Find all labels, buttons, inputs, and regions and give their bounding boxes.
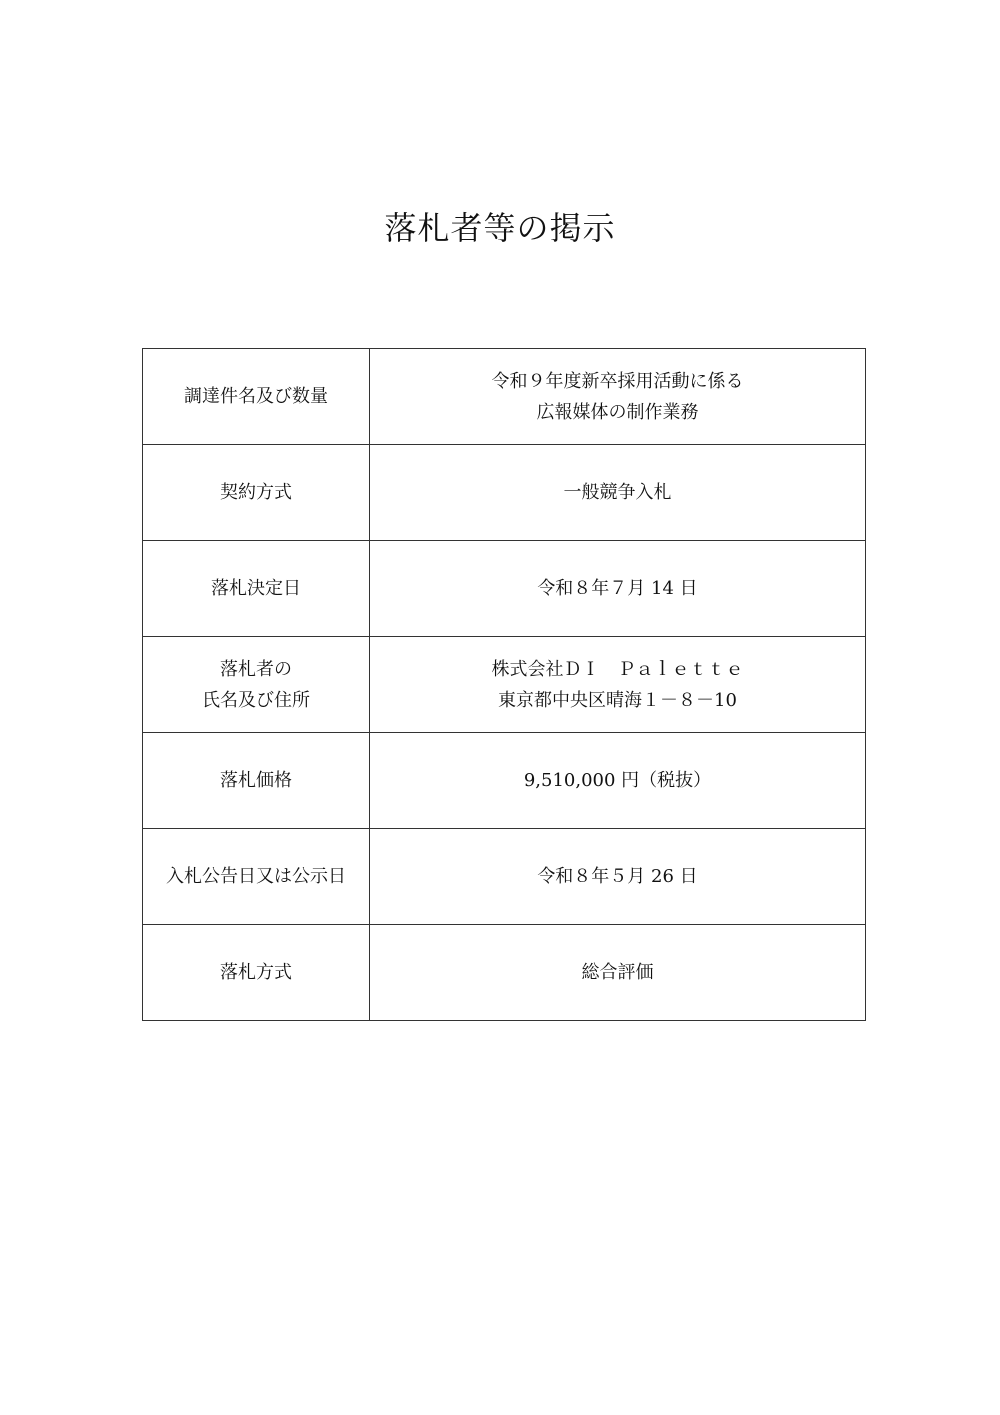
table-row-winning-price xyxy=(143,733,866,829)
label-text: 落札決定日 xyxy=(211,578,301,599)
bid-result-table xyxy=(142,348,866,1021)
winner-name: 株式会社ＤＩ Ｐａｌｅｔｔｅ xyxy=(491,658,744,680)
label-text: 落札方式 xyxy=(220,962,292,983)
label-announcement-date xyxy=(143,829,370,925)
label-award-method xyxy=(143,925,370,1021)
label-text: 氏名及び住所 xyxy=(202,689,310,711)
value-announcement-date xyxy=(370,829,866,925)
label-text: 落札者の xyxy=(220,658,292,680)
value-award-method xyxy=(370,925,866,1021)
label-winning-price xyxy=(143,733,370,829)
table-row-contract-method xyxy=(143,445,866,541)
table-row-announcement-date xyxy=(143,829,866,925)
label-contract-method xyxy=(143,445,370,541)
value-winning-price xyxy=(370,733,866,829)
label-procurement-item xyxy=(143,349,370,445)
value-text: 令和８年７月 14 日 xyxy=(537,578,698,599)
table-row-award-method xyxy=(143,925,866,1021)
value-winner xyxy=(370,637,866,733)
value-award-date xyxy=(370,541,866,637)
label-text: 入札公告日又は公示日 xyxy=(166,866,346,887)
value-text: 9,510,000 円（税抜） xyxy=(523,770,712,791)
value-text: 広報媒体の制作業務 xyxy=(536,401,699,423)
value-contract-method xyxy=(370,445,866,541)
value-text: 令和８年５月 26 日 xyxy=(537,866,698,887)
label-text: 調達件名及び数量 xyxy=(184,386,328,407)
value-text: 一般競争入札 xyxy=(563,482,672,503)
value-procurement-item xyxy=(370,349,866,445)
table-row-award-date xyxy=(143,541,866,637)
label-text: 契約方式 xyxy=(220,482,292,503)
value-text: 総合評価 xyxy=(581,962,654,983)
table-row-procurement-item xyxy=(143,349,866,445)
label-award-date xyxy=(143,541,370,637)
page-title: 落札者等の掲示 xyxy=(384,209,616,247)
winner-address: 東京都中央区晴海１－８－10 xyxy=(498,689,737,711)
label-text: 落札価格 xyxy=(220,770,292,791)
value-text: 令和９年度新卒採用活動に係る xyxy=(491,370,744,392)
table-row-winner xyxy=(143,637,866,733)
label-winner xyxy=(143,637,370,733)
